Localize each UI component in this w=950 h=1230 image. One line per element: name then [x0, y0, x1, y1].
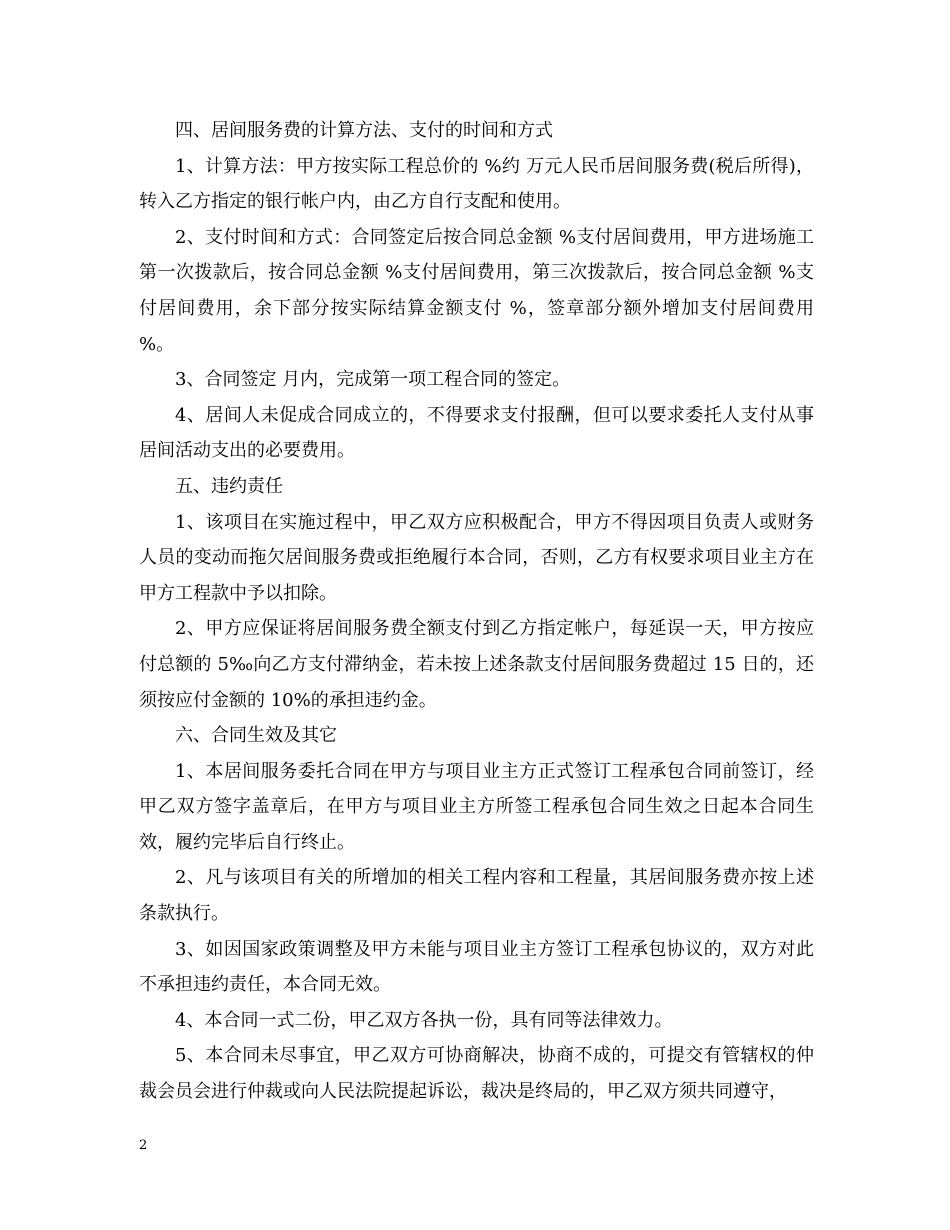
paragraph-dispute-resolution: 5、本合同未尽事宜，甲乙双方可协商解决，协商不成的，可提交有管辖权的仲裁会员会进行仲裁或向人民法院提起诉讼，裁决是终局的，甲乙双方须共同遵守，: [139, 1045, 814, 1103]
paragraph-payment-time-method: 2、支付时间和方式：合同签定后按合同总金额 %支付居间费用，甲方进场施工第一次拨款后，按合同总金额 %支付居间费用，第三次拨款后，按合同总金额 %支付居间费用，余下部分按实际结算金额支付 %，签章部分额外增加支付居间费用 %。: [139, 226, 814, 355]
paragraph-late-payment-penalty: 2、甲方应保证将居间服务费全额支付到乙方指定帐户，每延误一天，甲方按应付总额的 5‰向乙方支付滞纳金，若未按上述条款支付居间服务费超过 15 日的，还须按应付金额的 10%的承担违约金。: [139, 618, 814, 711]
page-number: 2: [139, 1138, 148, 1153]
section-heading-effectiveness-other: 六、合同生效及其它: [175, 725, 337, 747]
paragraph-policy-adjustment: 3、如因国家政策调整及甲方未能与项目业主方签订工程承包协议的，双方对此不承担违约责任，本合同无效。: [139, 938, 814, 996]
paragraph-additional-work: 2、凡与该项目有关的所增加的相关工程内容和工程量，其居间服务费亦按上述条款执行。: [139, 867, 814, 925]
paragraph-contract-signing-deadline: 3、合同签定 月内，完成第一项工程合同的签定。: [175, 369, 571, 391]
section-heading-fee-calculation: 四、居间服务费的计算方法、支付的时间和方式: [175, 120, 553, 141]
section-heading-breach-liability: 五、违约责任: [175, 475, 283, 497]
paragraph-cooperation-obligation: 1、该项目在实施过程中，甲乙双方应积极配合，甲方不得因项目负责人或财务人员的变动而拖欠居间服务费或拒绝履行本合同，否则，乙方有权要求项目业主方在甲方工程款中予以扣除。: [139, 511, 814, 604]
paragraph-intermediary-no-reward: 4、居间人未促成合同成立的，不得要求支付报酬，但可以要求委托人支付从事居间活动支出的必要费用。: [139, 404, 814, 462]
document-body: [139, 113, 814, 1110]
paragraph-contract-effectiveness: 1、本居间服务委托合同在甲方与项目业主方正式签订工程承包合同前签订，经甲乙双方签字盖章后，在甲方与项目业主方所签工程承包合同生效之日起本合同生效，履约完毕后自行终止。: [139, 760, 814, 853]
paragraph-copies: 4、本合同一式二份，甲乙双方各执一份，具有同等法律效力。: [175, 1009, 673, 1031]
paragraph-calculation-method: 1、计算方法：甲方按实际工程总价的 %约 万元人民币居间服务费(税后所得)，转入乙方指定的银行帐户内，由乙方自行支配和使用。: [139, 155, 814, 213]
